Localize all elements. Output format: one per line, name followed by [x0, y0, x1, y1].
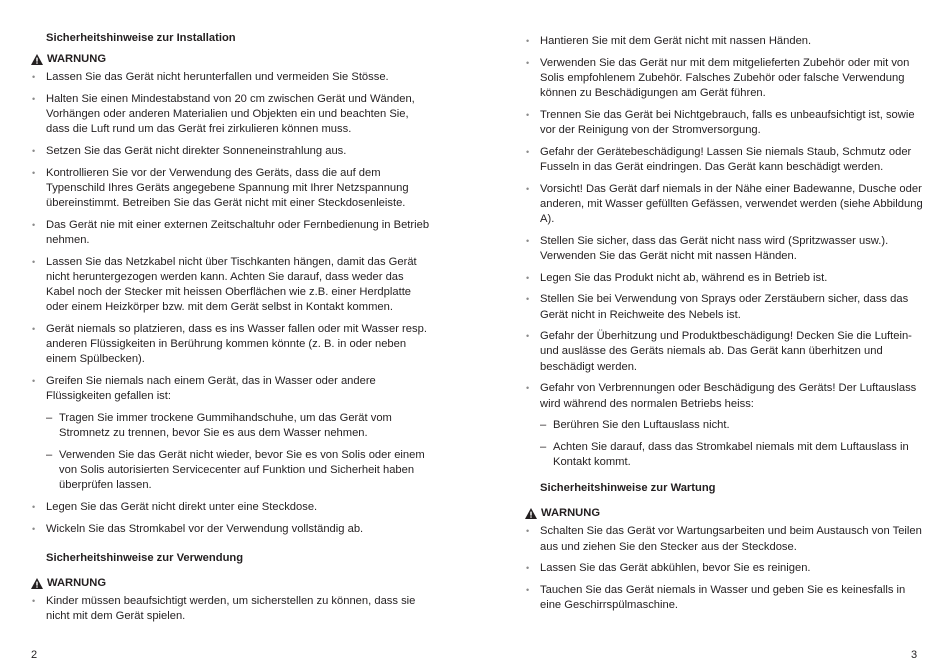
list-item: [525, 108, 925, 138]
bullet: •: [526, 383, 530, 394]
bullet: •: [526, 235, 530, 246]
installation-heading: Sicherheitshinweise zur Installation: [46, 32, 236, 44]
sub-list-item-text: Tragen Sie immer trockene Gummihandschuhe, um das Gerät vom Stromnetz zu trennen, bevor Sie es aus dem Wasser nehmen.: [59, 411, 392, 440]
list-item-text: Kontrollieren Sie vor der Verwendung des Geräts, dass die auf dem Typenschild Ihres Geräts angegebene Spannung mit Ihrer Netzspannung übereinstimmt. Betreiben Sie das Gerät nicht mit einer Steckdosenleiste.: [46, 166, 409, 209]
list-item: [31, 255, 431, 316]
bullet: •: [526, 146, 530, 157]
dash: –: [540, 419, 547, 432]
dash: –: [540, 440, 547, 453]
bullet: •: [526, 526, 530, 537]
list-item: [525, 271, 925, 286]
list-item: [525, 583, 925, 613]
bullet: •: [32, 167, 36, 178]
page-number-left: 2: [31, 649, 38, 661]
bullet: •: [526, 36, 530, 46]
bullet: •: [32, 93, 36, 104]
list-item-text: Gefahr der Gerätebeschädigung! Lassen Sie niemals Staub, Schmutz oder Fusseln in das Gerät eindringen. Das Gerät kann beschädigt werden.: [540, 145, 912, 173]
maintenance-heading: Sicherheitshinweise zur Wartung: [540, 482, 716, 495]
bullet: •: [526, 331, 530, 342]
warning-label: [31, 576, 431, 591]
list-item-text: Trennen Sie das Gerät bei Nichtgebrauch, falls es unbeaufsichtigt ist, sowie vor der Reinigung von der Stromversorgung.: [540, 108, 915, 137]
list-item-text: Legen Sie das Gerät nicht direkt unter eine Steckdose.: [46, 500, 318, 513]
dash: –: [46, 448, 53, 461]
bullet: •: [526, 57, 530, 68]
list-item-text: Wickeln Sie das Stromkabel vor der Verwendung vollständig ab.: [46, 522, 364, 535]
bullet: •: [32, 219, 36, 230]
list-item-text: Lassen Sie das Netzkabel nicht über Tischkanten hängen, damit das Gerät nicht heruntergezogen werden kann. Achten Sie darauf, dass weder das Kabel noch der Stecker mit heissen Oberflächen wie z.B. einer Herdplatte oder einem Heizkörper bzw. mit dem Gerät selbst in Kontakt kommen.: [46, 255, 417, 314]
list-item: [525, 34, 925, 49]
warning-icon: [31, 578, 43, 589]
bullet: •: [32, 256, 36, 267]
warning-label: [525, 506, 925, 521]
right-column: [525, 34, 925, 613]
list-item: [525, 182, 925, 228]
list-item-text: Lassen Sie das Gerät abkühlen, bevor Sie es reinigen.: [540, 562, 811, 575]
list-item-text: Verwenden Sie das Gerät nur mit dem mitgelieferten Zubehör oder mit von Solis empfohlenem Zubehör. Falsches Zubehör oder falsche Verwendung können zu Beschädigungen am Gerät führen.: [540, 56, 910, 100]
bullet: •: [32, 523, 36, 534]
list-item-text: Stellen Sie sicher, dass das Gerät nicht nass wird (Spritzwasser usw.). Verwenden Sie das Gerät nicht mit nassen Händen.: [540, 234, 889, 262]
sub-list-item-text: Berühren Sie den Luftauslass nicht.: [553, 419, 730, 432]
list-item-text: Vorsicht! Das Gerät darf niemals in der Nähe einer Badewanne, Dusche oder anderen, mit Wasser gefüllten Gefässen, verwendet werden (siehe Abbildung A).: [540, 182, 923, 226]
sub-list-item: [31, 448, 431, 494]
list-item-text: Das Gerät nie mit einer externen Zeitschaltuhr oder Fernbedienung in Betrieb nehmen.: [46, 218, 430, 246]
list-item: [525, 292, 925, 322]
list-item-text: Gefahr von Verbrennungen oder Beschädigung des Geräts! Der Luftauslass wird während des normalen Betriebs heiss:: [540, 382, 917, 410]
warning-text: WARNUNG: [47, 576, 107, 589]
list-item: [525, 234, 925, 264]
sub-list-item: [525, 440, 925, 470]
page-number-right: 3: [911, 649, 918, 661]
list-item: [31, 70, 431, 85]
list-item: [31, 522, 431, 537]
bullet: •: [526, 183, 530, 194]
warning-text: WARNUNG: [541, 507, 601, 520]
list-item: [525, 145, 925, 175]
warning-icon: [31, 54, 43, 65]
list-item: [31, 374, 431, 404]
list-item: [525, 329, 925, 375]
list-item: [525, 524, 925, 554]
list-item-text: Hantieren Sie mit dem Gerät nicht mit nassen Händen.: [540, 35, 812, 47]
bullet: •: [32, 595, 36, 606]
bullet: •: [32, 501, 36, 512]
list-item-text: Lassen Sie das Gerät nicht herunterfallen und vermeiden Sie Stösse.: [46, 71, 389, 83]
sub-list-item-text: Verwenden Sie das Gerät nicht wieder, bevor Sie es von Solis oder einem von Solis autorisierten Servicecenter auf Funktion und Sicherheit haben überprüfen lassen.: [59, 448, 425, 492]
list-item: [31, 500, 431, 515]
bullet: •: [526, 272, 530, 283]
sub-list-item-text: Achten Sie darauf, dass das Stromkabel niemals mit dem Luftauslass in Kontakt kommt.: [553, 440, 909, 469]
bullet: •: [526, 584, 530, 595]
list-item: [31, 92, 431, 138]
bullet: •: [526, 294, 530, 305]
list-item-text: Kinder müssen beaufsichtigt werden, um sicherstellen zu können, dass sie nicht mit dem Gerät spielen.: [46, 594, 416, 622]
dash: –: [46, 411, 53, 424]
list-item-text: Gerät niemals so platzieren, dass es ins Wasser fallen oder mit Wasser resp. anderen Flüssigkeiten in Berührung kommen könnte (z. B. in oder neben einem Spülbecken).: [46, 322, 427, 366]
list-item-text: Setzen Sie das Gerät nicht direkter Sonneneinstrahlung aus.: [46, 144, 347, 157]
list-item: [31, 218, 431, 248]
list-item-text: Tauchen Sie das Gerät niemals in Wasser und geben Sie es keinesfalls in eine Geschirrspülmaschine.: [540, 583, 906, 612]
bullet: •: [32, 375, 36, 386]
bullet: •: [526, 563, 530, 574]
list-item: [31, 166, 431, 212]
list-item-text: Stellen Sie bei Verwendung von Sprays oder Zerstäubern sicher, dass das Gerät nicht in Reichweite des Nebels ist.: [540, 293, 909, 321]
warning-label: [31, 52, 431, 67]
list-item-text: Legen Sie das Produkt nicht ab, während es in Betrieb ist.: [540, 271, 828, 284]
list-item: [31, 322, 431, 368]
list-item-text: Schalten Sie das Gerät vor Wartungsarbeiten und beim Austausch von Teilen aus und ziehen Sie den Stecker aus der Steckdose.: [540, 525, 922, 553]
bullet: •: [32, 72, 36, 82]
sub-list-item: [31, 411, 431, 441]
bullet: •: [32, 145, 36, 156]
list-item-text: Greifen Sie niemals nach einem Gerät, das in Wasser oder andere Flüssigkeiten gefallen ist:: [46, 374, 376, 403]
list-item: [525, 56, 925, 102]
bullet: •: [526, 109, 530, 120]
usage-heading: Sicherheitshinweise zur Verwendung: [46, 551, 244, 564]
list-item: [31, 144, 431, 159]
bullet: •: [32, 323, 36, 334]
sub-list-item: [525, 418, 925, 433]
left-column: [31, 31, 431, 624]
list-item: [31, 594, 431, 624]
list-item-text: Halten Sie einen Mindestabstand von 20 cm zwischen Gerät und Wänden, Vorhängen oder anderen Materialien und Objekten ein und beachten Sie, dass die Luft rund um das Gerät frei zirkulieren können muss.: [46, 92, 415, 136]
list-item: [525, 561, 925, 576]
warning-text: WARNUNG: [47, 53, 107, 65]
warning-icon: [525, 508, 537, 519]
list-item-text: Gefahr der Überhitzung und Produktbeschädigung! Decken Sie die Luftein- und auslässe des Geräts niemals ab. Das Gerät kann überhitzen und beschädigt werden.: [540, 330, 912, 373]
list-item: [525, 381, 925, 411]
